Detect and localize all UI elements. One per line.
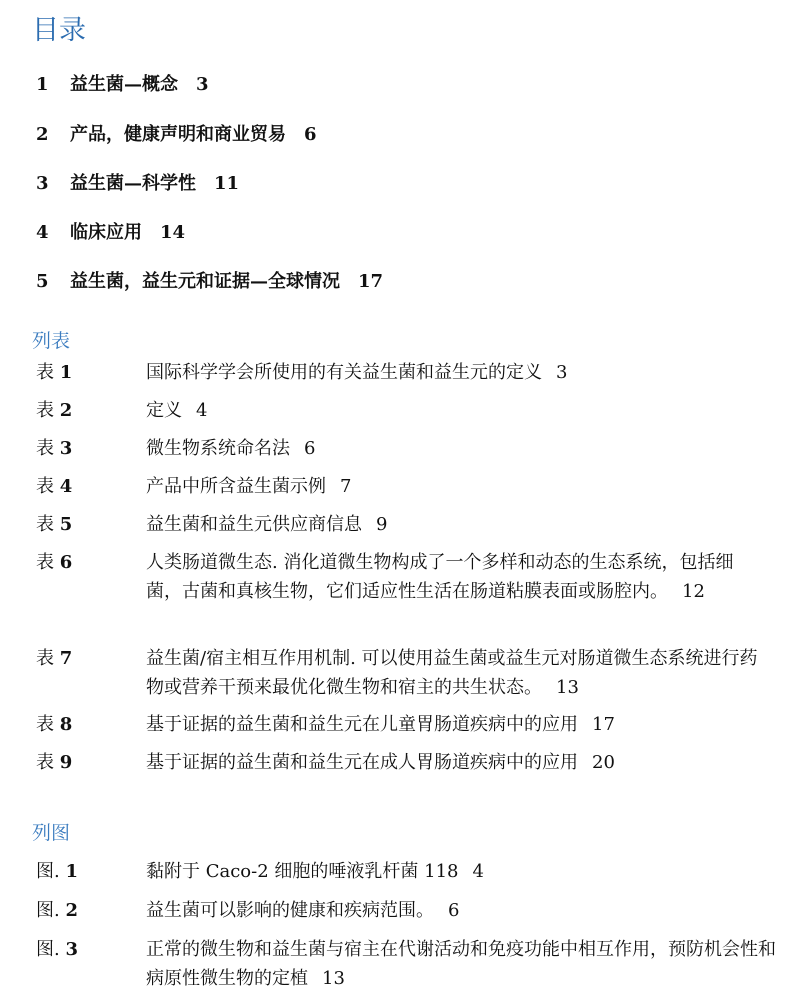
entry-page: 4 <box>472 861 484 882</box>
figure-entry[interactable] <box>36 896 776 925</box>
entry-page: 13 <box>322 968 345 989</box>
table-entry[interactable] <box>36 396 776 425</box>
toc-title: 益生菌，益生元和证据—全球情况 <box>70 271 340 292</box>
entry-prefix: 图. <box>36 939 60 960</box>
entry-text: 基于证据的益生菌和益生元在儿童胃肠道疾病中的应用 <box>146 714 578 735</box>
figure-entry[interactable] <box>36 935 776 993</box>
entry-page: 3 <box>556 362 568 383</box>
entry-text: 益生菌和益生元供应商信息 <box>146 514 362 535</box>
entry-number: 5 <box>59 514 73 535</box>
entry-prefix: 图. <box>36 861 60 882</box>
figures-heading: 列图 <box>32 822 71 844</box>
entry-text: 益生菌可以影响的健康和疾病范围。 <box>146 900 434 921</box>
entry-page: 12 <box>682 581 705 602</box>
entry-prefix: 表 <box>36 400 54 421</box>
toc-page: 3 <box>196 74 209 95</box>
entry-text: 定义 <box>146 400 182 421</box>
toc-number: 2 <box>36 124 49 145</box>
tables-heading: 列表 <box>32 330 71 352</box>
entry-number: 1 <box>59 362 73 383</box>
entry-prefix: 表 <box>36 752 54 773</box>
entry-text: 基于证据的益生菌和益生元在成人胃肠道疾病中的应用 <box>146 752 578 773</box>
toc-item[interactable] <box>36 120 317 146</box>
toc-title: 益生菌—科学性 <box>70 173 196 194</box>
entry-prefix: 表 <box>36 552 54 573</box>
table-entry[interactable] <box>36 748 776 777</box>
entry-text: 正常的微生物和益生菌与宿主在代谢活动和免疫功能中相互作用，预防机会性和病原性微生物的定植 <box>146 939 776 989</box>
entry-prefix: 表 <box>36 438 54 459</box>
toc-page: 6 <box>304 124 317 145</box>
toc-number: 5 <box>36 271 49 292</box>
toc-number: 3 <box>36 173 49 194</box>
entry-page: 17 <box>592 714 615 735</box>
entry-number: 2 <box>65 900 78 921</box>
entry-number: 1 <box>65 861 78 882</box>
toc-item[interactable] <box>36 70 209 96</box>
entry-prefix: 表 <box>36 476 54 497</box>
entry-number: 3 <box>65 939 78 960</box>
entry-prefix: 表 <box>36 362 54 383</box>
entry-page: 13 <box>556 677 579 698</box>
table-entry[interactable] <box>36 644 776 702</box>
entry-page: 4 <box>196 400 208 421</box>
page-title: 目录 <box>32 15 86 46</box>
toc-item[interactable] <box>36 218 185 244</box>
toc-number: 1 <box>36 74 49 95</box>
toc-title: 临床应用 <box>70 222 142 243</box>
toc-number: 4 <box>36 222 49 243</box>
table-entry[interactable] <box>36 510 776 539</box>
entry-number: 8 <box>59 714 73 735</box>
entry-number: 6 <box>59 552 73 573</box>
entry-number: 9 <box>59 752 73 773</box>
table-entry[interactable] <box>36 434 776 463</box>
entry-number: 4 <box>59 476 73 497</box>
table-entry[interactable] <box>36 358 776 387</box>
entry-text: 黏附于 Caco-2 细胞的唾液乳杆菌 118 <box>146 861 459 882</box>
toc-item[interactable] <box>36 169 239 195</box>
entry-text: 人类肠道微生态. 消化道微生物构成了一个多样和动态的生态系统，包括细菌，古菌和真核生物，它们适应性生活在肠道粘膜表面或肠腔内。 <box>146 552 734 602</box>
entry-page: 20 <box>592 752 615 773</box>
entry-text: 微生物系统命名法 <box>146 438 290 459</box>
toc-page: 11 <box>214 173 240 194</box>
entry-prefix: 表 <box>36 648 54 669</box>
toc-title: 益生菌—概念 <box>70 74 178 95</box>
entry-prefix: 表 <box>36 514 54 535</box>
entry-text: 国际科学学会所使用的有关益生菌和益生元的定义 <box>146 362 542 383</box>
toc-page: 17 <box>358 271 384 292</box>
table-entry[interactable] <box>36 710 776 739</box>
entry-number: 7 <box>59 648 73 669</box>
entry-text: 益生菌/宿主相互作用机制. 可以使用益生菌或益生元对肠道微生态系统进行药物或营养干预来最优化微生物和宿主的共生状态。 <box>146 648 758 698</box>
entry-page: 6 <box>448 900 460 921</box>
entry-page: 7 <box>340 476 352 497</box>
table-entry[interactable] <box>36 548 776 606</box>
toc-title: 产品，健康声明和商业贸易 <box>70 124 286 145</box>
entry-prefix: 表 <box>36 714 54 735</box>
figure-entry[interactable] <box>36 857 776 886</box>
table-entry[interactable] <box>36 472 776 501</box>
entry-number: 3 <box>59 438 73 459</box>
toc-item[interactable] <box>36 267 383 293</box>
entry-number: 2 <box>59 400 73 421</box>
entry-prefix: 图. <box>36 900 60 921</box>
entry-page: 9 <box>376 514 388 535</box>
toc-page: 14 <box>160 222 186 243</box>
entry-page: 6 <box>304 438 316 459</box>
entry-text: 产品中所含益生菌示例 <box>146 476 326 497</box>
